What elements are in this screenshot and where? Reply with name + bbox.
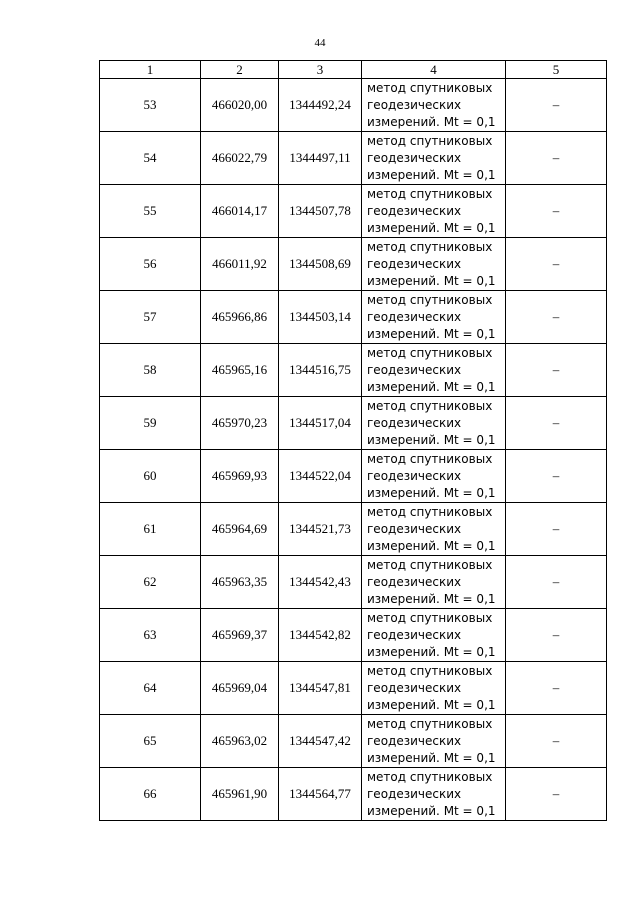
x-coordinate-cell: 465969,04 (201, 662, 279, 715)
method-line: геодезических (367, 97, 462, 112)
page-number: 44 (314, 37, 326, 49)
note-cell: – (506, 397, 607, 450)
y-coordinate-cell: 1344522,04 (279, 450, 362, 503)
method-cell (362, 132, 506, 185)
method-line: метод спутниковых (367, 451, 493, 466)
method-cell (362, 450, 506, 503)
point-number-cell: 55 (100, 185, 201, 238)
y-coordinate-cell: 1344517,04 (279, 397, 362, 450)
table-row (100, 344, 607, 397)
y-coordinate-cell: 1344508,69 (279, 238, 362, 291)
method-line: метод спутниковых (367, 345, 493, 360)
method-cell (362, 79, 506, 132)
method-line: метод спутниковых (367, 292, 493, 307)
note-cell: – (506, 662, 607, 715)
method-cell (362, 344, 506, 397)
method-line: метод спутниковых (367, 557, 493, 572)
table-header (100, 61, 607, 79)
x-coordinate-cell: 465966,86 (201, 291, 279, 344)
method-cell (362, 503, 506, 556)
method-line: измерений. Mt = 0,1 (367, 750, 496, 765)
method-line: измерений. Mt = 0,1 (367, 697, 496, 712)
method-line: геодезических (367, 786, 462, 801)
note-cell: – (506, 503, 607, 556)
method-line: геодезических (367, 574, 462, 589)
table-row (100, 291, 607, 344)
method-line: метод спутниковых (367, 663, 493, 678)
y-coordinate-cell: 1344503,14 (279, 291, 362, 344)
note-cell: – (506, 768, 607, 821)
point-number-cell: 63 (100, 609, 201, 662)
y-coordinate-cell: 1344542,43 (279, 556, 362, 609)
column-header: 4 (362, 61, 506, 79)
note-cell: – (506, 238, 607, 291)
point-number-cell: 59 (100, 397, 201, 450)
table-row (100, 503, 607, 556)
method-line: измерений. Mt = 0,1 (367, 644, 496, 659)
table-row (100, 450, 607, 503)
method-line: измерений. Mt = 0,1 (367, 220, 496, 235)
note-cell: – (506, 79, 607, 132)
table-row (100, 79, 607, 132)
x-coordinate-cell: 465970,23 (201, 397, 279, 450)
x-coordinate-cell: 465969,93 (201, 450, 279, 503)
y-coordinate-cell: 1344547,42 (279, 715, 362, 768)
x-coordinate-cell: 466011,92 (201, 238, 279, 291)
point-number-cell: 60 (100, 450, 201, 503)
method-cell (362, 768, 506, 821)
method-cell (362, 238, 506, 291)
x-coordinate-cell: 466020,00 (201, 79, 279, 132)
method-line: геодезических (367, 150, 462, 165)
method-line: геодезических (367, 468, 462, 483)
point-number-cell: 65 (100, 715, 201, 768)
point-number-cell: 61 (100, 503, 201, 556)
method-line: измерений. Mt = 0,1 (367, 432, 496, 447)
point-number-cell: 57 (100, 291, 201, 344)
point-number-cell: 53 (100, 79, 201, 132)
note-cell: – (506, 185, 607, 238)
method-line: измерений. Mt = 0,1 (367, 114, 496, 129)
method-line: метод спутниковых (367, 610, 493, 625)
method-cell (362, 185, 506, 238)
method-line: измерений. Mt = 0,1 (367, 273, 496, 288)
point-number-cell: 66 (100, 768, 201, 821)
point-number-cell: 54 (100, 132, 201, 185)
method-cell (362, 556, 506, 609)
table-row (100, 662, 607, 715)
method-line: измерений. Mt = 0,1 (367, 591, 496, 606)
method-line: метод спутниковых (367, 133, 493, 148)
y-coordinate-cell: 1344516,75 (279, 344, 362, 397)
point-number-cell: 56 (100, 238, 201, 291)
column-header: 5 (506, 61, 607, 79)
method-cell (362, 291, 506, 344)
note-cell: – (506, 132, 607, 185)
note-cell: – (506, 556, 607, 609)
method-line: измерений. Mt = 0,1 (367, 379, 496, 394)
method-line: метод спутниковых (367, 504, 493, 519)
note-cell: – (506, 450, 607, 503)
y-coordinate-cell: 1344507,78 (279, 185, 362, 238)
method-line: геодезических (367, 256, 462, 271)
table-row (100, 715, 607, 768)
method-line: геодезических (367, 680, 462, 695)
header-row (100, 61, 607, 79)
x-coordinate-cell: 465963,35 (201, 556, 279, 609)
point-number-cell: 64 (100, 662, 201, 715)
method-line: метод спутниковых (367, 239, 493, 254)
method-line: геодезических (367, 733, 462, 748)
y-coordinate-cell: 1344521,73 (279, 503, 362, 556)
method-line: измерений. Mt = 0,1 (367, 803, 496, 818)
method-line: геодезических (367, 415, 462, 430)
x-coordinate-cell: 465965,16 (201, 344, 279, 397)
method-line: измерений. Mt = 0,1 (367, 538, 496, 553)
table-body (100, 79, 607, 821)
table-row (100, 768, 607, 821)
x-coordinate-cell: 466022,79 (201, 132, 279, 185)
y-coordinate-cell: 1344547,81 (279, 662, 362, 715)
x-coordinate-cell: 465961,90 (201, 768, 279, 821)
method-cell (362, 662, 506, 715)
table-row (100, 238, 607, 291)
point-number-cell: 62 (100, 556, 201, 609)
y-coordinate-cell: 1344564,77 (279, 768, 362, 821)
y-coordinate-cell: 1344497,11 (279, 132, 362, 185)
y-coordinate-cell: 1344492,24 (279, 79, 362, 132)
y-coordinate-cell: 1344542,82 (279, 609, 362, 662)
method-line: геодезических (367, 362, 462, 377)
note-cell: – (506, 344, 607, 397)
x-coordinate-cell: 466014,17 (201, 185, 279, 238)
method-line: геодезических (367, 521, 462, 536)
method-line: метод спутниковых (367, 716, 493, 731)
method-line: измерений. Mt = 0,1 (367, 167, 496, 182)
table-row (100, 397, 607, 450)
note-cell: – (506, 291, 607, 344)
x-coordinate-cell: 465964,69 (201, 503, 279, 556)
method-line: метод спутниковых (367, 769, 493, 784)
method-cell (362, 609, 506, 662)
x-coordinate-cell: 465963,02 (201, 715, 279, 768)
method-line: геодезических (367, 203, 462, 218)
method-line: геодезических (367, 627, 462, 642)
table-row (100, 132, 607, 185)
method-cell (362, 715, 506, 768)
column-header: 2 (201, 61, 279, 79)
method-line: геодезических (367, 309, 462, 324)
coordinates-table (99, 60, 607, 821)
method-line: метод спутниковых (367, 186, 493, 201)
method-line: метод спутниковых (367, 80, 493, 95)
note-cell: – (506, 715, 607, 768)
note-cell: – (506, 609, 607, 662)
table-row (100, 556, 607, 609)
method-line: измерений. Mt = 0,1 (367, 485, 496, 500)
method-line: измерений. Mt = 0,1 (367, 326, 496, 341)
point-number-cell: 58 (100, 344, 201, 397)
column-header: 3 (279, 61, 362, 79)
table-row (100, 609, 607, 662)
column-header: 1 (100, 61, 201, 79)
table-row (100, 185, 607, 238)
method-line: метод спутниковых (367, 398, 493, 413)
x-coordinate-cell: 465969,37 (201, 609, 279, 662)
method-cell (362, 397, 506, 450)
